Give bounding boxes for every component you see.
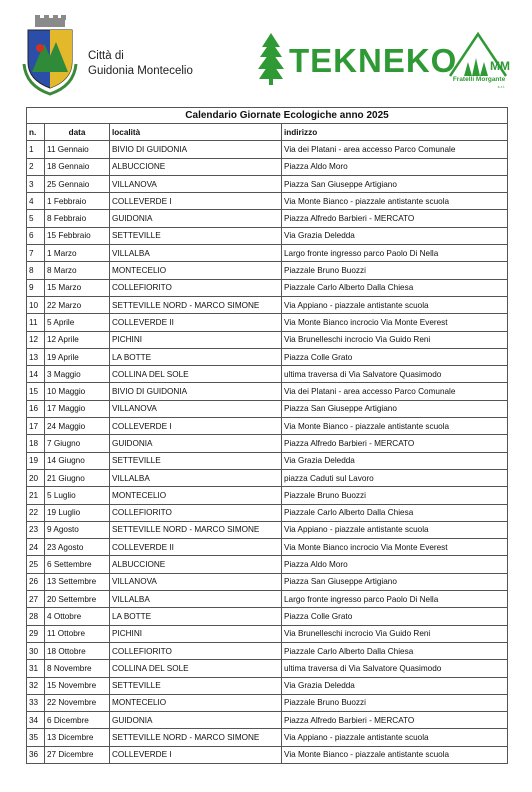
table-row bbox=[27, 625, 508, 642]
table-row bbox=[27, 175, 508, 192]
row-date: 5 Aprile bbox=[45, 314, 110, 331]
table-row bbox=[27, 712, 508, 729]
row-number: 22 bbox=[27, 504, 45, 521]
row-number: 36 bbox=[27, 746, 45, 763]
row-location: VILLALBA bbox=[110, 245, 282, 262]
row-location: PICHINI bbox=[110, 331, 282, 348]
row-date: 23 Agosto bbox=[45, 539, 110, 556]
row-location: GUIDONIA bbox=[110, 435, 282, 452]
row-date: 22 Novembre bbox=[45, 694, 110, 711]
row-date: 1 Febbraio bbox=[45, 193, 110, 210]
table-row bbox=[27, 193, 508, 210]
row-location: COLLEVERDE II bbox=[110, 539, 282, 556]
table-row bbox=[27, 245, 508, 262]
row-number: 13 bbox=[27, 348, 45, 365]
row-number: 12 bbox=[27, 331, 45, 348]
calendar-table bbox=[26, 107, 508, 764]
row-date: 13 Settembre bbox=[45, 573, 110, 590]
row-date: 5 Luglio bbox=[45, 487, 110, 504]
city-name bbox=[88, 49, 193, 79]
col-header-address: indirizzo bbox=[282, 124, 508, 141]
row-address: Via Brunelleschi incrocio Via Guido Reni bbox=[282, 625, 508, 642]
row-date: 8 Febbraio bbox=[45, 210, 110, 227]
row-number: 3 bbox=[27, 175, 45, 192]
table-row bbox=[27, 348, 508, 365]
row-date: 14 Giugno bbox=[45, 452, 110, 469]
table-row bbox=[27, 141, 508, 158]
row-location: VILLANOVA bbox=[110, 400, 282, 417]
row-address: Via dei Platani - area accesso Parco Comunale bbox=[282, 141, 508, 158]
row-location: LA BOTTE bbox=[110, 608, 282, 625]
row-location: BIVIO DI GUIDONIA bbox=[110, 383, 282, 400]
row-number: 35 bbox=[27, 729, 45, 746]
row-location: COLLEFIORITO bbox=[110, 279, 282, 296]
row-number: 23 bbox=[27, 521, 45, 538]
row-number: 4 bbox=[27, 193, 45, 210]
col-header-date: data bbox=[45, 124, 110, 141]
table-row bbox=[27, 677, 508, 694]
row-location: SETTEVILLE NORD - MARCO SIMONE bbox=[110, 296, 282, 313]
table-row bbox=[27, 660, 508, 677]
row-address: Via dei Platani - area accesso Parco Comunale bbox=[282, 383, 508, 400]
table-row bbox=[27, 383, 508, 400]
table-row bbox=[27, 314, 508, 331]
row-number: 5 bbox=[27, 210, 45, 227]
row-address: Piazzale Bruno Buozzi bbox=[282, 487, 508, 504]
row-address: Via Monte Bianco - piazzale antistante scuola bbox=[282, 418, 508, 435]
table-row bbox=[27, 694, 508, 711]
row-date: 10 Maggio bbox=[45, 383, 110, 400]
row-location: GUIDONIA bbox=[110, 712, 282, 729]
row-number: 19 bbox=[27, 452, 45, 469]
row-address: Via Monte Bianco - piazzale antistante scuola bbox=[282, 193, 508, 210]
row-location: VILLALBA bbox=[110, 591, 282, 608]
svg-text:MM: MM bbox=[490, 59, 510, 73]
page-header bbox=[0, 0, 532, 100]
city-crest-logo bbox=[22, 14, 78, 96]
table-row bbox=[27, 746, 508, 763]
row-number: 31 bbox=[27, 660, 45, 677]
row-number: 21 bbox=[27, 487, 45, 504]
company-name: Fratelli Morgante bbox=[452, 76, 506, 83]
row-address: Piazzale Bruno Buozzi bbox=[282, 694, 508, 711]
row-location: COLLEVERDE II bbox=[110, 314, 282, 331]
row-location: SETTEVILLE bbox=[110, 227, 282, 244]
row-number: 14 bbox=[27, 366, 45, 383]
row-location: SETTEVILLE bbox=[110, 452, 282, 469]
row-number: 32 bbox=[27, 677, 45, 694]
calendar-table-wrapper bbox=[26, 107, 507, 764]
row-date: 15 Novembre bbox=[45, 677, 110, 694]
row-address: Piazzale Bruno Buozzi bbox=[282, 262, 508, 279]
row-address: Piazza Colle Grato bbox=[282, 608, 508, 625]
table-row bbox=[27, 331, 508, 348]
header-row bbox=[27, 124, 508, 141]
row-location: MONTECELIO bbox=[110, 487, 282, 504]
row-address: Piazza Colle Grato bbox=[282, 348, 508, 365]
table-row bbox=[27, 210, 508, 227]
table-row bbox=[27, 729, 508, 746]
table-row bbox=[27, 591, 508, 608]
row-number: 34 bbox=[27, 712, 45, 729]
row-address: Via Brunelleschi incrocio Via Guido Reni bbox=[282, 331, 508, 348]
row-number: 18 bbox=[27, 435, 45, 452]
row-date: 6 Dicembre bbox=[45, 712, 110, 729]
row-address: ultima traversa di Via Salvatore Quasimodo bbox=[282, 660, 508, 677]
row-location: LA BOTTE bbox=[110, 348, 282, 365]
row-address: Piazza Alfredo Barbieri - MERCATO bbox=[282, 435, 508, 452]
row-address: Via Grazia Deledda bbox=[282, 452, 508, 469]
row-number: 29 bbox=[27, 625, 45, 642]
row-number: 9 bbox=[27, 279, 45, 296]
row-date: 11 Gennaio bbox=[45, 141, 110, 158]
row-location: BIVIO DI GUIDONIA bbox=[110, 141, 282, 158]
row-date: 25 Gennaio bbox=[45, 175, 110, 192]
row-date: 3 Maggio bbox=[45, 366, 110, 383]
row-address: Via Monte Bianco incrocio Via Monte Everest bbox=[282, 314, 508, 331]
row-location: COLLINA DEL SOLE bbox=[110, 660, 282, 677]
row-location: GUIDONIA bbox=[110, 210, 282, 227]
row-number: 10 bbox=[27, 296, 45, 313]
col-header-location: località bbox=[110, 124, 282, 141]
row-address: Via Appiano - piazzale antistante scuola bbox=[282, 729, 508, 746]
row-number: 17 bbox=[27, 418, 45, 435]
row-number: 6 bbox=[27, 227, 45, 244]
row-number: 11 bbox=[27, 314, 45, 331]
row-location: VILLALBA bbox=[110, 469, 282, 486]
row-location: PICHINI bbox=[110, 625, 282, 642]
row-address: Piazza Alfredo Barbieri - MERCATO bbox=[282, 210, 508, 227]
row-date: 11 Ottobre bbox=[45, 625, 110, 642]
city-line-1: Città di bbox=[88, 50, 124, 62]
row-location: MONTECELIO bbox=[110, 694, 282, 711]
table-row bbox=[27, 539, 508, 556]
row-location: VILLANOVA bbox=[110, 175, 282, 192]
table-body bbox=[27, 141, 508, 764]
tree-icon bbox=[258, 33, 284, 85]
table-row bbox=[27, 504, 508, 521]
row-date: 1 Marzo bbox=[45, 245, 110, 262]
row-date: 4 Ottobre bbox=[45, 608, 110, 625]
table-row bbox=[27, 279, 508, 296]
row-address: Piazzale Carlo Alberto Dalla Chiesa bbox=[282, 642, 508, 659]
row-number: 7 bbox=[27, 245, 45, 262]
table-row bbox=[27, 296, 508, 313]
row-date: 18 Ottobre bbox=[45, 642, 110, 659]
row-date: 19 Aprile bbox=[45, 348, 110, 365]
row-location: VILLANOVA bbox=[110, 573, 282, 590]
row-location: COLLINA DEL SOLE bbox=[110, 366, 282, 383]
table-row bbox=[27, 400, 508, 417]
row-date: 7 Giugno bbox=[45, 435, 110, 452]
row-date: 17 Maggio bbox=[45, 400, 110, 417]
row-number: 26 bbox=[27, 573, 45, 590]
row-number: 2 bbox=[27, 158, 45, 175]
table-row bbox=[27, 366, 508, 383]
row-number: 33 bbox=[27, 694, 45, 711]
row-date: 8 Marzo bbox=[45, 262, 110, 279]
row-date: 19 Luglio bbox=[45, 504, 110, 521]
company-suffix: s.r.l. bbox=[497, 84, 505, 89]
row-location: SETTEVILLE NORD - MARCO SIMONE bbox=[110, 729, 282, 746]
row-location: MONTECELIO bbox=[110, 262, 282, 279]
table-row bbox=[27, 227, 508, 244]
row-date: 27 Dicembre bbox=[45, 746, 110, 763]
row-address: Via Grazia Deledda bbox=[282, 677, 508, 694]
table-row bbox=[27, 487, 508, 504]
row-date: 9 Agosto bbox=[45, 521, 110, 538]
row-address: piazza Caduti sul Lavoro bbox=[282, 469, 508, 486]
row-date: 24 Maggio bbox=[45, 418, 110, 435]
table-row bbox=[27, 642, 508, 659]
row-number: 30 bbox=[27, 642, 45, 659]
row-address: Largo fronte ingresso parco Paolo Di Nella bbox=[282, 245, 508, 262]
row-address: Piazzale Carlo Alberto Dalla Chiesa bbox=[282, 504, 508, 521]
row-address: Piazza Alfredo Barbieri - MERCATO bbox=[282, 712, 508, 729]
row-date: 20 Settembre bbox=[45, 591, 110, 608]
row-date: 15 Marzo bbox=[45, 279, 110, 296]
row-date: 13 Dicembre bbox=[45, 729, 110, 746]
table-row bbox=[27, 573, 508, 590]
city-line-2: Guidonia Montecelio bbox=[88, 65, 193, 77]
row-location: COLLEVERDE I bbox=[110, 418, 282, 435]
table-title: Calendario Giornate Ecologiche anno 2025 bbox=[26, 107, 508, 123]
row-location: COLLEFIORITO bbox=[110, 504, 282, 521]
row-location: SETTEVILLE bbox=[110, 677, 282, 694]
row-location: ALBUCCIONE bbox=[110, 158, 282, 175]
row-address: Via Monte Bianco incrocio Via Monte Everest bbox=[282, 539, 508, 556]
row-address: Largo fronte ingresso parco Paolo Di Nella bbox=[282, 591, 508, 608]
tekneko-logo: TEKNEKO bbox=[289, 42, 458, 79]
table-row bbox=[27, 521, 508, 538]
table-row bbox=[27, 556, 508, 573]
row-date: 6 Settembre bbox=[45, 556, 110, 573]
row-number: 28 bbox=[27, 608, 45, 625]
table-row bbox=[27, 452, 508, 469]
row-address: Piazza Aldo Moro bbox=[282, 556, 508, 573]
row-address: Via Appiano - piazzale antistante scuola bbox=[282, 521, 508, 538]
row-address: Via Monte Bianco - piazzale antistante scuola bbox=[282, 746, 508, 763]
row-address: Piazza San Giuseppe Artigiano bbox=[282, 573, 508, 590]
col-header-number: n. bbox=[27, 124, 45, 141]
row-date: 18 Gennaio bbox=[45, 158, 110, 175]
row-address: Piazza San Giuseppe Artigiano bbox=[282, 400, 508, 417]
row-number: 27 bbox=[27, 591, 45, 608]
row-address: Piazzale Carlo Alberto Dalla Chiesa bbox=[282, 279, 508, 296]
row-date: 8 Novembre bbox=[45, 660, 110, 677]
row-location: ALBUCCIONE bbox=[110, 556, 282, 573]
row-date: 21 Giugno bbox=[45, 469, 110, 486]
table-row bbox=[27, 435, 508, 452]
row-location: COLLEVERDE I bbox=[110, 746, 282, 763]
row-date: 15 Febbraio bbox=[45, 227, 110, 244]
row-date: 22 Marzo bbox=[45, 296, 110, 313]
row-address: Piazza Aldo Moro bbox=[282, 158, 508, 175]
row-number: 24 bbox=[27, 539, 45, 556]
row-number: 1 bbox=[27, 141, 45, 158]
row-number: 16 bbox=[27, 400, 45, 417]
row-address: Via Grazia Deledda bbox=[282, 227, 508, 244]
table-row bbox=[27, 469, 508, 486]
row-number: 8 bbox=[27, 262, 45, 279]
row-address: ultima traversa di Via Salvatore Quasimodo bbox=[282, 366, 508, 383]
row-address: Via Appiano - piazzale antistante scuola bbox=[282, 296, 508, 313]
row-location: SETTEVILLE NORD - MARCO SIMONE bbox=[110, 521, 282, 538]
row-number: 20 bbox=[27, 469, 45, 486]
table-row bbox=[27, 608, 508, 625]
row-location: COLLEFIORITO bbox=[110, 642, 282, 659]
row-location: COLLEVERDE I bbox=[110, 193, 282, 210]
row-address: Piazza San Giuseppe Artigiano bbox=[282, 175, 508, 192]
row-number: 15 bbox=[27, 383, 45, 400]
table-row bbox=[27, 158, 508, 175]
row-date: 12 Aprile bbox=[45, 331, 110, 348]
row-number: 25 bbox=[27, 556, 45, 573]
table-row bbox=[27, 262, 508, 279]
table-row bbox=[27, 418, 508, 435]
